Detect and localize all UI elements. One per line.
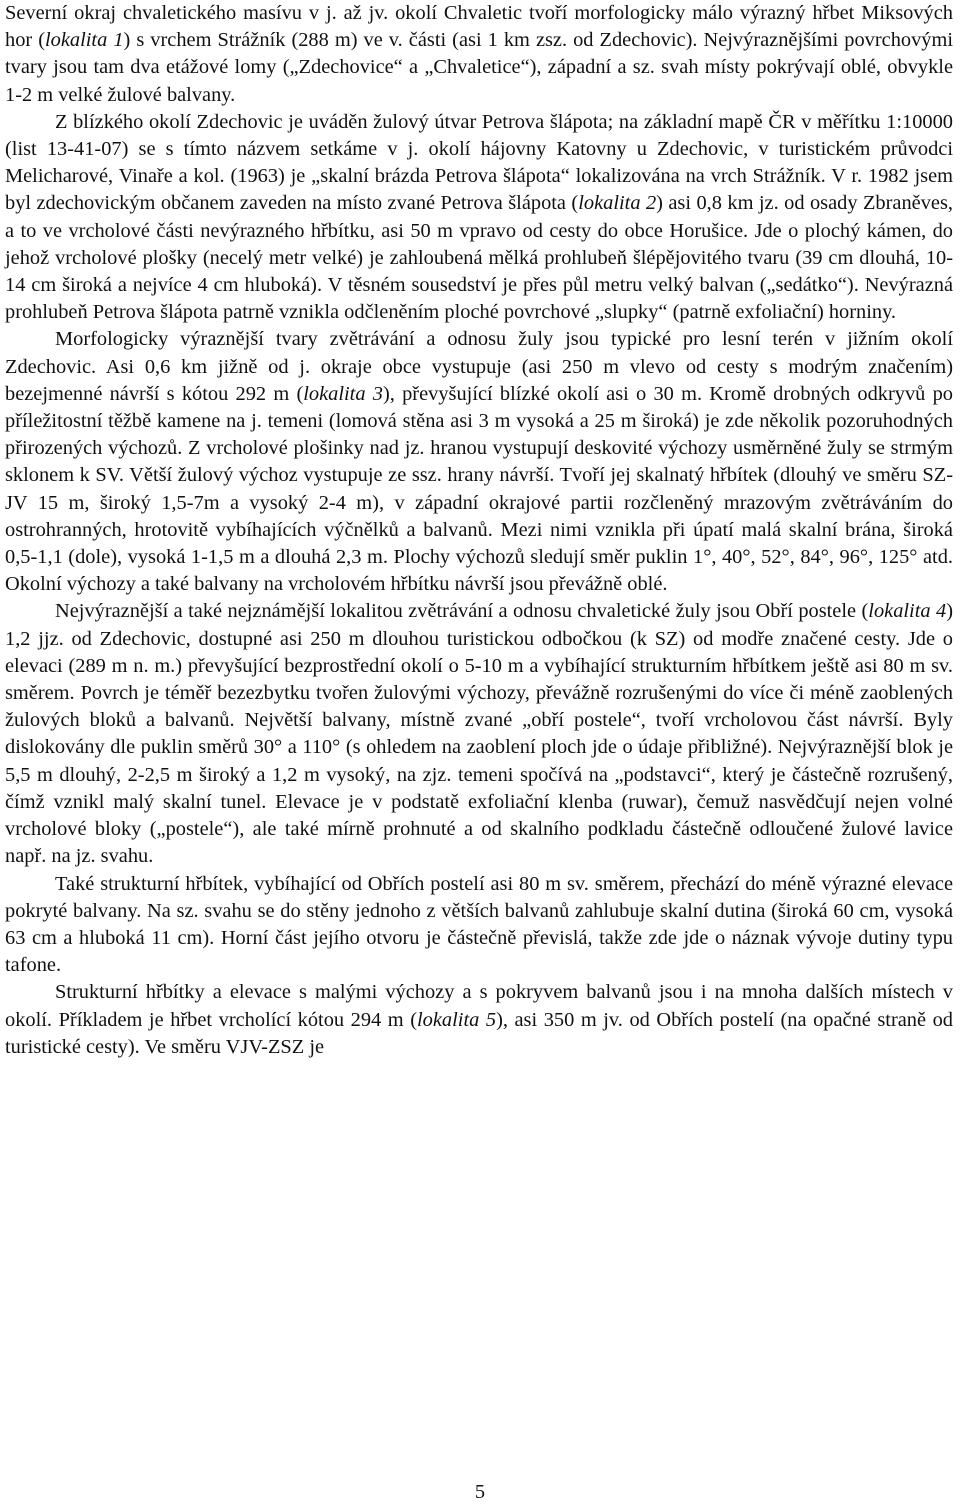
paragraph-6 [5,979,953,1061]
paragraph-3-text-2: ), převyšující blízké okolí asi o 30 m. Kromě drobných odkryvů po příležitostní těžbě kamene na j. temeni (lomová stěna asi 3 m vysoká a 25 m široká) je zde několik pozoruhodných přirozených výchozů. Z vrcholové plošinky nad jz. hranou vystupují deskovité výchozy usměrněné žuly se strmým sklonem k SV. Větší žulový výchoz vystupuje ze ssz. hrany návrší. Tvoří jej skalnatý hřbítek (dlouhý ve směru SZ-JV 15 m, široký 1,5-7m a vysoký 2-4 m), v západní okrajové partii rozčleněný mrazovým zvětráváním do ostrohranných, hrotovitě vybíhajících výčnělků a balvanů. Mezi nimi vznikla při úpatí malá skalní brána, široká 0,5-1,1 (dole), vysoká 1-1,5 m a dlouhá 2,3 m. Plochy výchozů sledují směr puklin 1°, 40°, 52°, 84°, 96°, 125° atd. Okolní výchozy a také balvany na vrcholovém hřbítku návrší jsou převážně oblé. [5,382,953,596]
paragraph-4-locality-label: lokalita 4 [868,600,947,623]
paragraph-5 [5,871,953,980]
paragraph-3-locality-label: lokalita 3 [303,382,383,405]
page-number: 5 [474,1481,486,1503]
paragraph-3-text-1: Morfologicky výraznější tvary zvětrávání a odnosu žuly jsou typické pro lesní terén v jižním okolí Zdechovic. Asi 0,6 km jižně od j. okraje obce vystupuje (asi 250 m vlevo od cesty s modrým značením) bezejmenné návrší s kótou 292 m ( [5,328,953,405]
paragraph-4-text-2: ) 1,2 jjz. od Zdechovic, dostupné asi 250 m dlouhou turistickou odbočkou (k SZ) od modře značené cesty. Jde o elevaci (289 m n. m.) převyšující bezprostřední okolí o 5-10 m a vybíhající strukturním hřbítkem ještě asi 80 m sv. směrem. Povrch je téměř bezezbytku tvořen žulovými výchozy, převážně rozrušenými do více či méně zaoblených žulových bloků a balvanů. Největší balvany, místně zvané „obří postele“, tvoří vrcholovou část návrší. Byly dislokovány dle puklin směrů 30° a 110° (s ohledem na zaoblení ploch jde o údaje přibližné). Nejvýraznější blok je 5,5 m dlouhý, 2-2,5 m široký a 1,2 m vysoký, na zjz. temeni spočívá na „podstavci“, který je částečně rozrušený, čímž vznikl malý skalní tunel. Elevace je v podstatě exfoliační klenba (ruwar), čemuž nasvědčují nejen volné vrcholové bloky („postele“), ale také mírně prohnuté a od skalního podkladu částečně odloučené žulové lavice např. na jz. svahu. [5,600,953,868]
paragraph-2-text-1: Z blízkého okolí Zdechovic je uváděn žulový útvar Petrova šlápota; na základní mapě ČR v měřítku 1:10000 (list 13-41-07) se s tímto názvem setkáme v j. okolí hájovny Katovny u Zdechovic, v turistickém průvodci Melicharové, Vinaře a kol. (1963) je „skalní brázda Petrova šlápota“ lokalizována na vrch Strážník. V r. 1982 jsem byl zdechovickým občanem zaveden na místo zvané Petrova šlápota ( [5,110,953,215]
paragraph-2 [5,109,953,327]
paragraph-4-text-1: Nejvýraznější a také nejznámější lokalitou zvětrávání a odnosu chvaletické žuly jsou Obří postele ( [55,600,869,623]
paragraph-1-locality-label: lokalita 1 [45,29,124,52]
paragraph-6-locality-label: lokalita 5 [417,1008,497,1031]
paragraph-1-text-2: ) s vrchem Strážník (288 m) ve v. části (asi 1 km zsz. od Zdechovic). Nejvýraznějšími povrchovými tvary jsou tam dva etážové lomy („Zdechovice“ a „Chvaletice“), západní a sz. svah místy pokrývají oblé, obvykle 1-2 m velké žulové balvany. [5,29,954,106]
paragraph-1 [5,0,953,109]
paragraph-2-text-2: ) asi 0,8 km jz. od osady Zbraněves, a to ve vrcholové části nevýrazného hřbítku, asi 50 m vpravo od cesty do obce Horušice. Jde o plochý kámen, do jehož vrcholové plošky (necelý metr velké) je zahloubená mělká prohlubeň šlépějovitého tvaru (39 cm dlouhá, 10-14 cm široká a nejvíce 4 cm hluboká). V těsném sousedství je přes půl metru velký balvan („sedátko“). Nevýrazná prohlubeň Petrova šlápota patrně vznikla odčleněním ploché povrchové „slupky“ (patrně exfoliační) horniny. [5,192,953,324]
document-page [5,0,953,1061]
paragraph-5-text-1: Také strukturní hřbítek, vybíhající od Obřích postelí asi 80 m sv. směrem, přechází do méně výrazné elevace pokryté balvany. Na sz. svahu se do stěny jednoho z větších balvanů zahlubuje skalní dutina (široká 60 cm, vysoká 63 cm a hluboká 11 cm). Horní část jejího otvoru je částečně převislá, takže zde jde o náznak vývoje dutiny typu tafone. [5,872,953,977]
paragraph-2-locality-label: lokalita 2 [578,192,657,215]
paragraph-4 [5,598,953,870]
paragraph-3 [5,326,953,598]
paragraph-6-text-1: Strukturní hřbítky a elevace s malými výchozy a s pokryvem balvanů jsou i na mnoha dalších místech v okolí. Příkladem je hřbet vrcholící kótou 294 m ( [5,981,953,1031]
paragraph-1-text-1: Severní okraj chvaletického masívu v j. až jv. okolí Chvaletic tvoří morfologicky málo výrazný hřbet Miksových hor ( [5,2,953,52]
paragraph-6-text-2: ), asi 350 m jv. od Obřích postelí (na opačné straně od turistické cesty). Ve směru VJV-ZSZ je [5,1008,953,1058]
